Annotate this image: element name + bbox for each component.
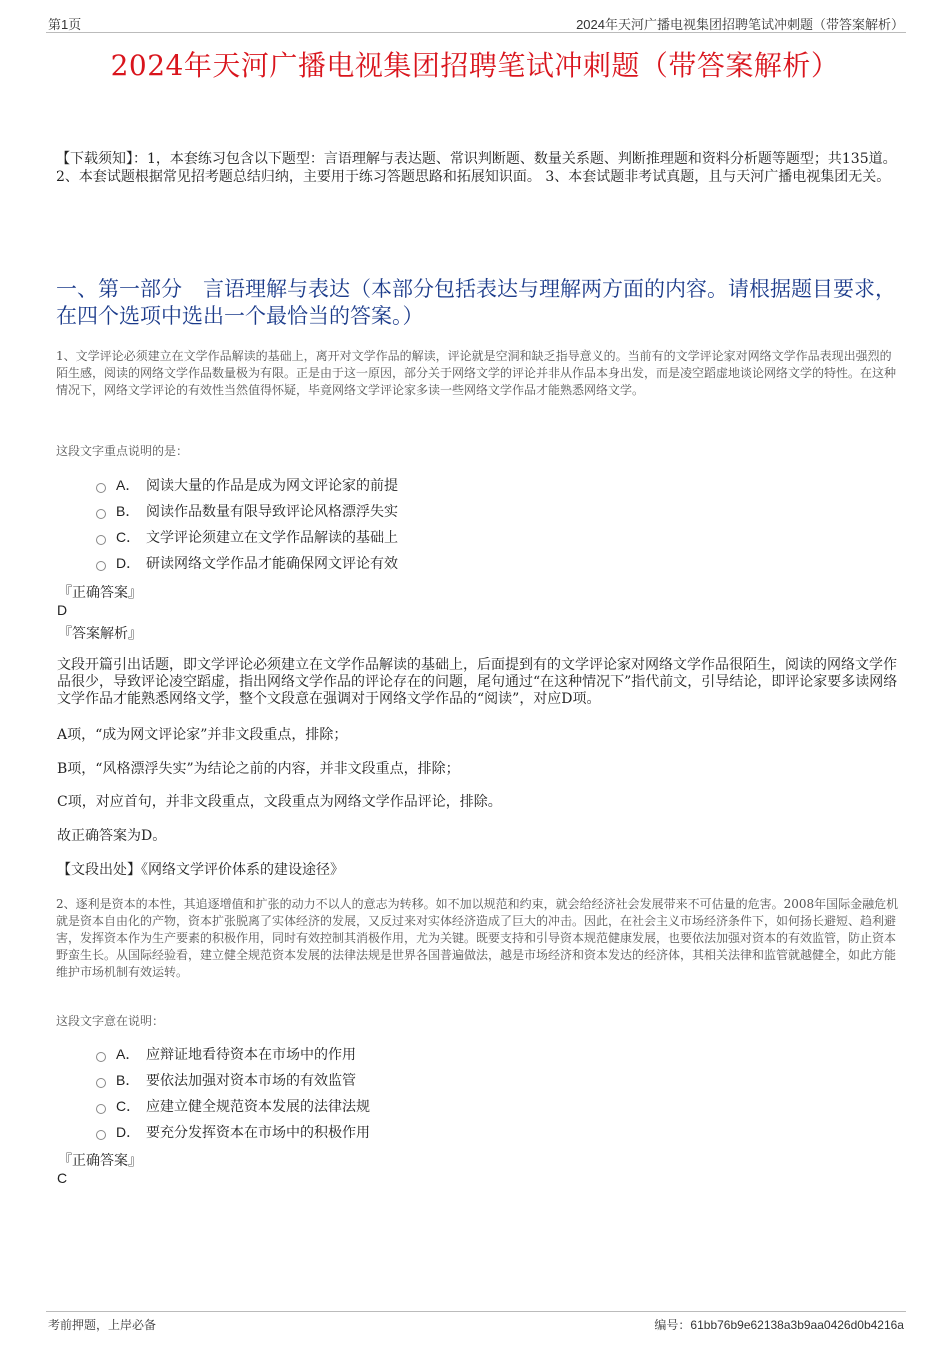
radio-button[interactable] (96, 509, 106, 519)
analysis-label: 『答案解析』 (58, 626, 142, 642)
correct-answer-value: C (57, 1170, 68, 1186)
radio-button[interactable] (96, 1104, 106, 1114)
section-heading: 一、第一部分 言语理解与表达（本部分包括表达与理解两方面的内容。请根据题目要求，在四个选项中选出一个最恰当的答案。） (56, 277, 896, 328)
radio-button[interactable] (96, 535, 106, 545)
correct-answer-label: 『正确答案』 (58, 585, 142, 601)
option-b[interactable] (96, 1067, 796, 1093)
conclusion: 故正确答案为D。 (57, 828, 167, 844)
radio-button[interactable] (96, 561, 106, 571)
option-text: 文学评论须建立在文学作品解读的基础上 (146, 530, 398, 546)
radio-button[interactable] (96, 1078, 106, 1088)
question-1-stem: 这段文字重点说明的是： (56, 444, 189, 458)
footer-slogan: 考前押题，上岸必备 (48, 1318, 157, 1332)
option-a[interactable] (96, 1041, 796, 1067)
download-notice: 【下载须知】：1，本套练习包含以下题型：言语理解与表达题、常识判断题、数量关系题、判断推理题和资料分析题等题型；共135道。 2、本套试题根据常见招考题总结归纳，主要用于练习答题思路和拓展知识面。 3、本套试题非考试真题，且与天河广播电视集团无关。 (56, 151, 897, 185)
option-text: 要充分发挥资本在市场中的积极作用 (146, 1125, 370, 1141)
radio-button[interactable] (96, 483, 106, 493)
header-doc-title: 2024年天河广播电视集团招聘笔试冲刺题（带答案解析） (576, 17, 904, 32)
option-text: 阅读作品数量有限导致评论风格漂浮失实 (146, 504, 398, 520)
question-2-passage: 2、逐利是资本的本性，其追逐增值和扩张的动力不以人的意志为转移。如不加以规范和约束，就会给经济社会发展带来不可估量的危害。2008年国际金融危机就是资本自由化的产物，资本扩张脱离了实体经济的发展，又反过来对实体经济造成了巨大的冲击。因此，在社会主义市场经济条件下，如何扬长避短、趋利避害，发挥资本作为生产要素的积极作用，同时有效控制其消极作用，尤为关键。既要支持和引导资本规范健康发展，也要依法加强对资本的有效监管，防止资本野蛮生长。从国际经验看，建立健全规范资本发展的法律法规是世界各国普遍做法，越是市场经济和资本发达的经济体，其相关法律和监管就越健全，如此方能维护市场机制有效运转。 (56, 897, 899, 979)
option-letter: C． (116, 1098, 141, 1114)
question-1-options (96, 472, 796, 576)
option-letter: A． (116, 477, 140, 493)
option-letter: B． (116, 1072, 140, 1088)
question-2-stem: 这段文字意在说明： (56, 1014, 165, 1028)
option-a[interactable] (96, 472, 796, 498)
option-text: 要依法加强对资本市场的有效监管 (146, 1073, 356, 1089)
footer-divider (46, 1311, 906, 1312)
radio-button[interactable] (96, 1130, 106, 1140)
option-b[interactable] (96, 498, 796, 524)
option-b-note: B项，“风格漂浮失实”为结论之前的内容，并非文段重点，排除； (57, 761, 460, 777)
header-divider (46, 32, 906, 33)
option-text: 应辩证地看待资本在市场中的作用 (146, 1047, 356, 1063)
option-letter: B． (116, 503, 140, 519)
question-2-options (96, 1041, 796, 1145)
radio-button[interactable] (96, 1052, 106, 1062)
page-title: 2024年天河广播电视集团招聘笔试冲刺题（带答案解析） (110, 49, 840, 82)
answer-analysis: 文段开篇引出话题，即文学评论必须建立在文学作品解读的基础上，后面提到有的文学评论家对网络文学作品很陌生，阅读的网络文学作品很少，导致评论凌空蹈虚，指出网络文学作品的评论存在的问题，尾句通过“在这种情况下”指代前文，引导结论，即评论家要多读网络文学作品才能熟悉网络文学，整个文段意在强调对于网络文学作品的“阅读”，对应D项。 (57, 657, 898, 707)
option-d[interactable] (96, 550, 796, 576)
option-text: 阅读大量的作品是成为网文评论家的前提 (146, 478, 398, 494)
option-letter: D． (116, 1124, 141, 1140)
option-c-note: C项，对应首句，并非文段重点，文段重点为网络文学作品评论，排除。 (57, 794, 502, 810)
page-number: 第1页 (48, 17, 82, 32)
option-c[interactable] (96, 524, 796, 550)
option-text: 研读网络文学作品才能确保网文评论有效 (146, 556, 398, 572)
option-a-note: A项，“成为网文评论家”并非文段重点，排除； (57, 727, 348, 743)
option-letter: A． (116, 1046, 140, 1062)
question-1-passage: 1、文学评论必须建立在文学作品解读的基础上，离开对文学作品的解读，评论就是空洞和缺乏指导意义的。当前有的文学评论家对网络文学作品表现出强烈的陌生感，阅读的网络文学作品数量极为有限。正是由于这一原因，部分关于网络文学的评论并非从作品本身出发，而是凌空蹈虚地谈论网络文学的特性。在这种情况下，网络文学评论的有效性当然值得怀疑，毕竟网络文学评论家多读一些网络文学作品才能熟悉网络文学。 (56, 349, 897, 397)
option-c[interactable] (96, 1093, 796, 1119)
option-d[interactable] (96, 1119, 796, 1145)
correct-answer-value: D (57, 602, 68, 618)
footer-doc-id: 编号：61bb76b9e62138a3b9aa0426d0b4216a (654, 1318, 904, 1332)
passage-source: 【文段出处】《网络文学评价体系的建设途径》 (57, 862, 344, 878)
option-letter: C． (116, 529, 141, 545)
option-letter: D． (116, 555, 141, 571)
correct-answer-label: 『正确答案』 (58, 1153, 142, 1169)
option-text: 应建立健全规范资本发展的法律法规 (146, 1099, 370, 1115)
